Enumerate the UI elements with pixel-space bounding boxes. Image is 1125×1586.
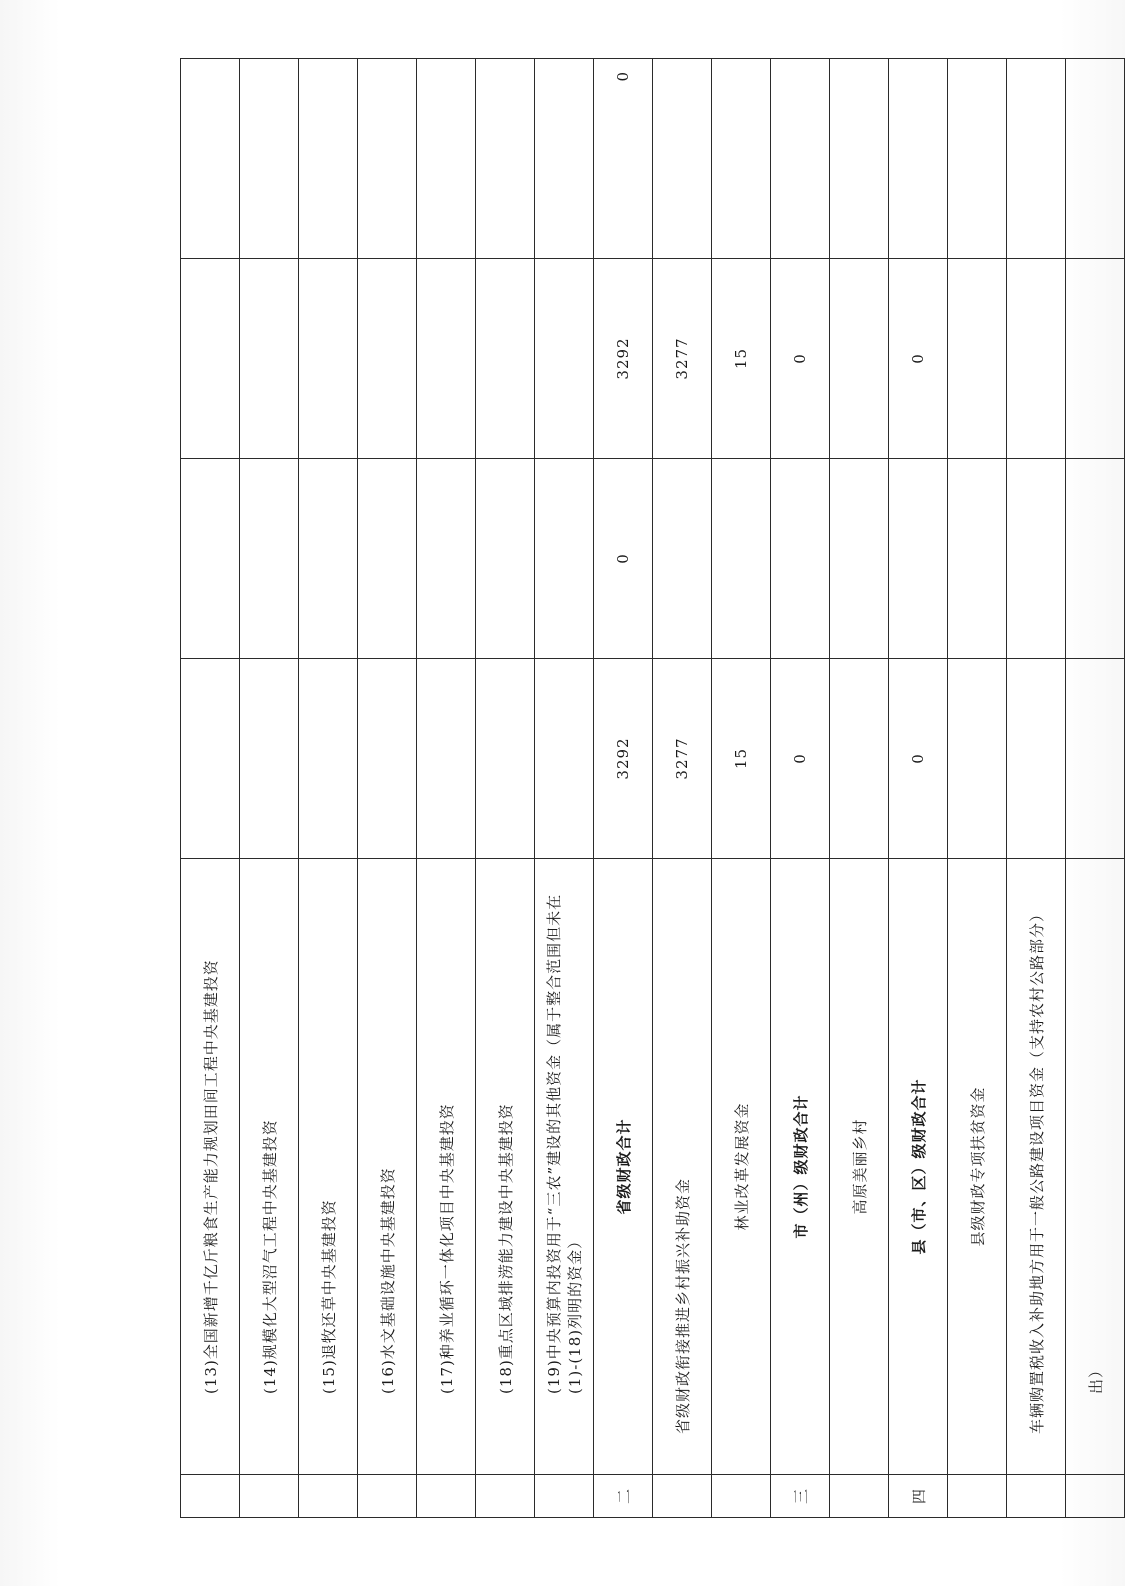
value-cell-2 bbox=[535, 459, 594, 659]
table-row bbox=[771, 59, 830, 1518]
value-cell-1 bbox=[181, 659, 240, 859]
value-cell-3 bbox=[476, 259, 535, 459]
value-cell-2 bbox=[1007, 459, 1066, 659]
value-cell-4 bbox=[240, 59, 299, 259]
seq-cell bbox=[240, 1475, 299, 1518]
item-name-cell: (18)重点区域排涝能力建设中央基建投资 bbox=[476, 859, 535, 1475]
value-cell-1 bbox=[1007, 659, 1066, 859]
value-cell-3 bbox=[299, 259, 358, 459]
item-name-cell: (14)规模化大型沼气工程中央基建投资 bbox=[240, 859, 299, 1475]
value-cell-3 bbox=[181, 259, 240, 459]
item-name-cell: 高原美丽乡村 bbox=[830, 859, 889, 1475]
value-cell-3: 3292 bbox=[594, 259, 653, 459]
item-name-cell: 县级财政专项扶贫资金 bbox=[948, 859, 1007, 1475]
table-row bbox=[299, 59, 358, 1518]
seq-cell bbox=[1066, 1475, 1125, 1518]
table-row bbox=[240, 59, 299, 1518]
value-cell-3 bbox=[1007, 259, 1066, 459]
seq-cell bbox=[535, 1475, 594, 1518]
table-row bbox=[1007, 59, 1066, 1518]
item-name-cell: (17)种养业循环一体化项目中央基建投资 bbox=[417, 859, 476, 1475]
table-row bbox=[948, 59, 1007, 1518]
seq-cell: 二 bbox=[594, 1475, 653, 1518]
rotated-sheet bbox=[180, 58, 1105, 1518]
value-cell-2: 0 bbox=[594, 459, 653, 659]
value-cell-2 bbox=[358, 459, 417, 659]
value-cell-3 bbox=[417, 259, 476, 459]
table-row bbox=[712, 59, 771, 1518]
value-cell-4 bbox=[830, 59, 889, 259]
seq-cell: 四 bbox=[889, 1475, 948, 1518]
value-cell-2 bbox=[948, 459, 1007, 659]
value-cell-2 bbox=[476, 459, 535, 659]
value-cell-1 bbox=[948, 659, 1007, 859]
header-fragment-cell: 出） bbox=[1066, 859, 1125, 1475]
value-cell-4 bbox=[948, 59, 1007, 259]
value-cell-4 bbox=[417, 59, 476, 259]
table-row bbox=[535, 59, 594, 1518]
value-cell-2 bbox=[653, 459, 712, 659]
value-cell-4 bbox=[889, 59, 948, 259]
value-cell-4 bbox=[1007, 59, 1066, 259]
seq-cell bbox=[299, 1475, 358, 1518]
value-cell-1: 0 bbox=[771, 659, 830, 859]
value-cell-2 bbox=[181, 459, 240, 659]
value-cell-4: 0 bbox=[594, 59, 653, 259]
value-cell-2 bbox=[830, 459, 889, 659]
value-cell-4 bbox=[1066, 59, 1125, 259]
value-cell-4 bbox=[653, 59, 712, 259]
value-cell-4 bbox=[535, 59, 594, 259]
table-row bbox=[889, 59, 948, 1518]
value-cell-3: 0 bbox=[771, 259, 830, 459]
value-cell-3: 0 bbox=[889, 259, 948, 459]
table-row bbox=[358, 59, 417, 1518]
seq-cell bbox=[181, 1475, 240, 1518]
value-cell-4 bbox=[712, 59, 771, 259]
value-cell-3 bbox=[358, 259, 417, 459]
item-name-cell: 省级财政衔接推进乡村振兴补助资金 bbox=[653, 859, 712, 1475]
value-cell-3 bbox=[1066, 259, 1125, 459]
value-cell-1 bbox=[1066, 659, 1125, 859]
table-row bbox=[417, 59, 476, 1518]
header-fragment-row bbox=[1066, 59, 1125, 1518]
value-cell-3: 15 bbox=[712, 259, 771, 459]
value-cell-3 bbox=[535, 259, 594, 459]
value-cell-1 bbox=[417, 659, 476, 859]
table-row bbox=[594, 59, 653, 1518]
item-name-cell: 林业改革发展资金 bbox=[712, 859, 771, 1475]
table-row bbox=[653, 59, 712, 1518]
item-name-cell: 车辆购置税收入补助地方用于一般公路建设项目资金（支持农村公路部分） bbox=[1007, 859, 1066, 1475]
seq-cell bbox=[712, 1475, 771, 1518]
seq-cell bbox=[653, 1475, 712, 1518]
item-name-cell: 市（州）级财政合计 bbox=[771, 859, 830, 1475]
value-cell-1: 3277 bbox=[653, 659, 712, 859]
value-cell-4 bbox=[299, 59, 358, 259]
value-cell-2 bbox=[771, 459, 830, 659]
value-cell-4 bbox=[771, 59, 830, 259]
item-name-cell: (16)水文基础设施中央基建投资 bbox=[358, 859, 417, 1475]
seq-cell: 三 bbox=[771, 1475, 830, 1518]
value-cell-3: 3277 bbox=[653, 259, 712, 459]
value-cell-1: 0 bbox=[889, 659, 948, 859]
value-cell-2 bbox=[889, 459, 948, 659]
table-row bbox=[830, 59, 889, 1518]
value-cell-1 bbox=[358, 659, 417, 859]
value-cell-2 bbox=[299, 459, 358, 659]
seq-cell bbox=[1007, 1475, 1066, 1518]
value-cell-1 bbox=[240, 659, 299, 859]
value-cell-2 bbox=[240, 459, 299, 659]
item-name-cell: (19)中央预算内投资用于“三农”建设的其他资金（属于整合范围但未在(1)-(18)列明的资金） bbox=[535, 859, 594, 1475]
seq-cell bbox=[830, 1475, 889, 1518]
item-name-cell: 县（市、区）级财政合计 bbox=[889, 859, 948, 1475]
seq-cell bbox=[358, 1475, 417, 1518]
funding-table bbox=[180, 58, 1125, 1518]
value-cell-2 bbox=[417, 459, 476, 659]
seq-cell bbox=[417, 1475, 476, 1518]
value-cell-4 bbox=[476, 59, 535, 259]
item-name-cell: (13)全国新增千亿斤粮食生产能力规划田间工程中央基建投资 bbox=[181, 859, 240, 1475]
value-cell-3 bbox=[830, 259, 889, 459]
table-row bbox=[181, 59, 240, 1518]
seq-cell bbox=[948, 1475, 1007, 1518]
value-cell-4 bbox=[358, 59, 417, 259]
value-cell-1 bbox=[830, 659, 889, 859]
item-name-cell: 省级财政合计 bbox=[594, 859, 653, 1475]
value-cell-2 bbox=[712, 459, 771, 659]
value-cell-1 bbox=[535, 659, 594, 859]
item-name-cell: (15)退牧还草中央基建投资 bbox=[299, 859, 358, 1475]
value-cell-2 bbox=[1066, 459, 1125, 659]
value-cell-1 bbox=[476, 659, 535, 859]
table-row bbox=[476, 59, 535, 1518]
value-cell-3 bbox=[240, 259, 299, 459]
value-cell-1: 3292 bbox=[594, 659, 653, 859]
value-cell-4 bbox=[181, 59, 240, 259]
value-cell-1: 15 bbox=[712, 659, 771, 859]
value-cell-3 bbox=[948, 259, 1007, 459]
seq-cell bbox=[476, 1475, 535, 1518]
value-cell-1 bbox=[299, 659, 358, 859]
